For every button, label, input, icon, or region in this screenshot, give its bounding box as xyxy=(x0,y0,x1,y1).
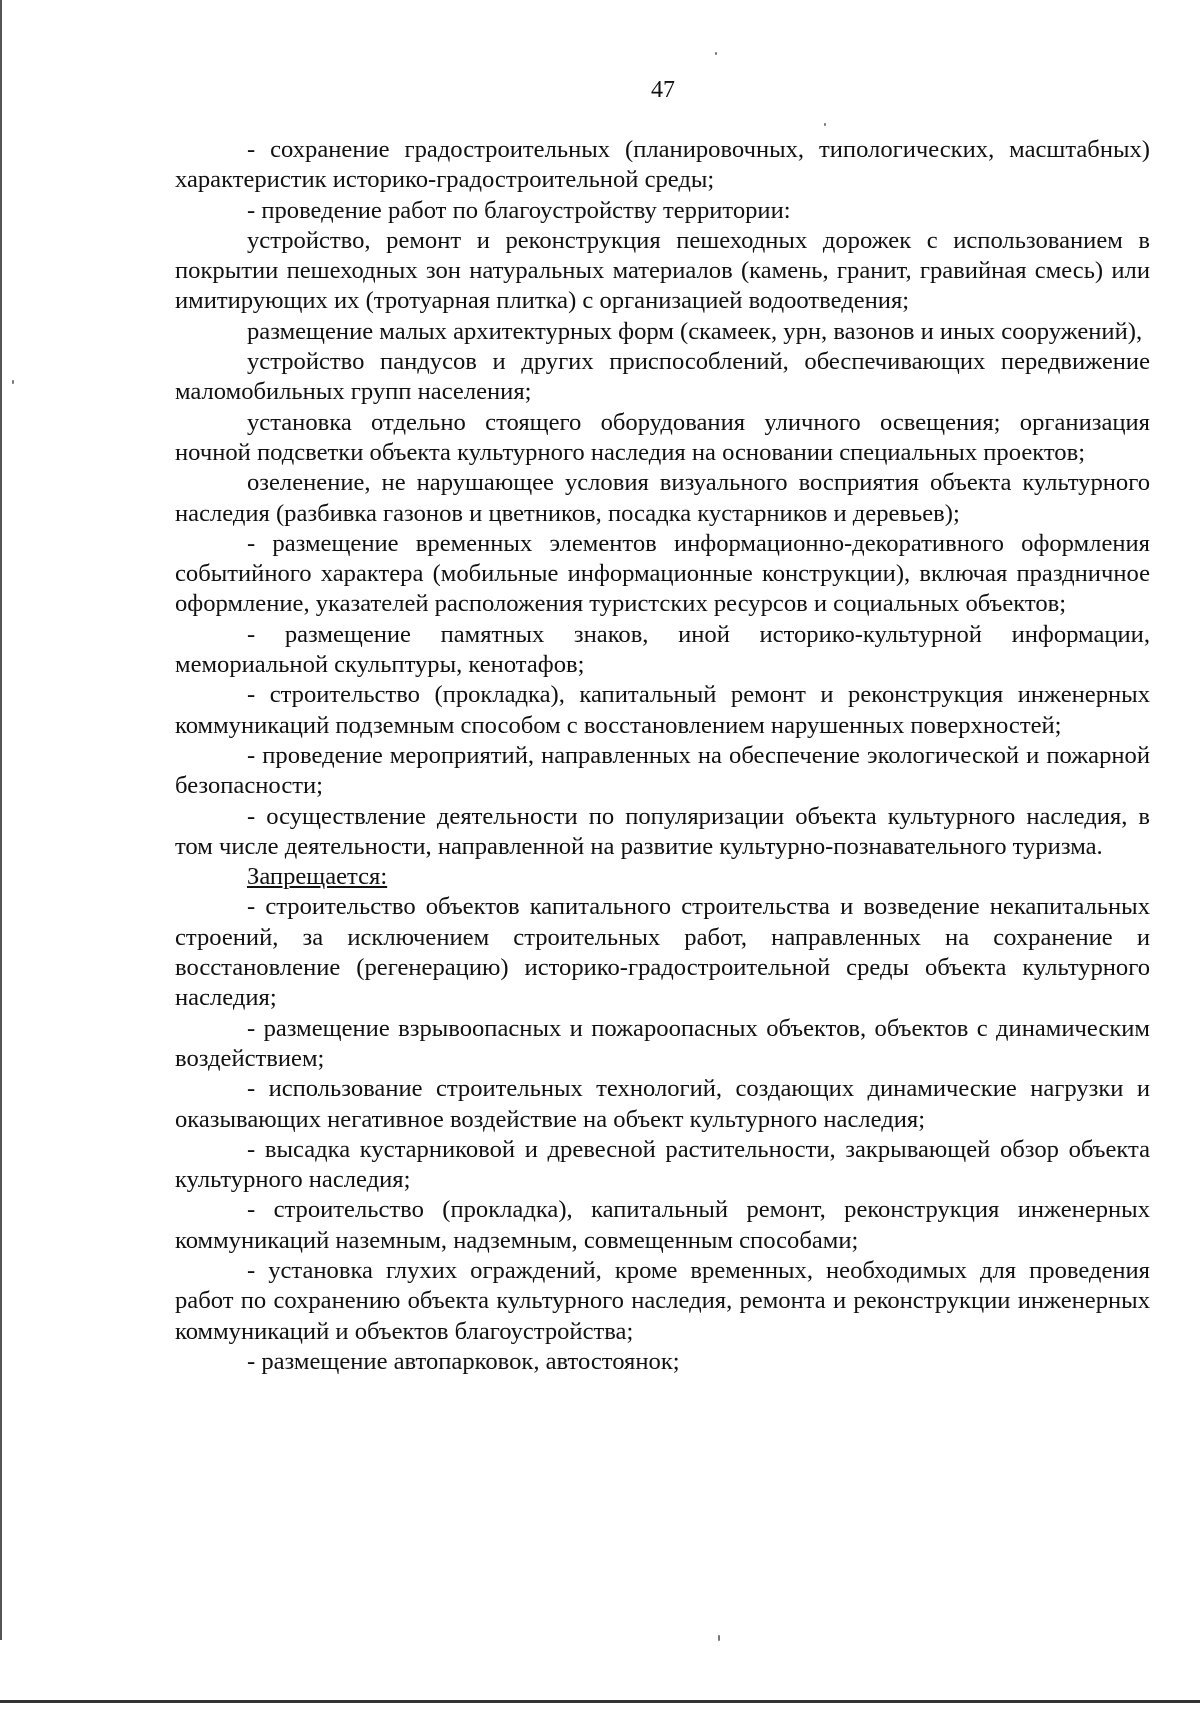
prohibited-item: - строительство (прокладка), капитальный ремонт, реконструкция инженерных коммуникаций наземным, надземным, совмещенным способами; xyxy=(175,1196,1150,1254)
paragraph: - проведение работ по благоустройству территории: xyxy=(247,196,791,224)
prohibited-item: - использование строительных технологий, создающих динамические нагрузки и оказывающих негативное воздействие на объект культурного наследия; xyxy=(175,1075,1150,1133)
prohibited-heading xyxy=(175,862,1150,892)
prohibited-item: - строительство объектов капитального строительства и возведение некапитальных строений, за исключением строительных работ, направленных на сохранение и восстановление (регенерацию) историко-градостроительной среды объекта культурного наследия; xyxy=(175,893,1150,1012)
scan-speck xyxy=(824,123,826,126)
prohibited-item: - высадка кустарниковой и древесной растительности, закрывающей обзор объекта культурного наследия; xyxy=(175,1135,1150,1194)
paragraph: - размещение временных элементов информационно-декоративного оформления событийного характера (мобильные информационные конструкции), включая праздничное оформление, указателей расположения туристских ресурсов и социальных объектов; xyxy=(175,529,1150,618)
paragraph: - сохранение градостроительных (планировочных, типологических, масштабных) характеристик историко-градостроительной среды; xyxy=(175,136,1150,194)
prohibited-heading-text: Запрещается: xyxy=(247,863,388,891)
scan-speck xyxy=(12,380,14,384)
prohibited-item: - размещение автопарковок, автостоянок; xyxy=(247,1347,680,1375)
scan-speck xyxy=(715,52,717,55)
paragraph: - осуществление деятельности по популяризации объекта культурного наследия, в том числе деятельности, направленной на развитие культурно-познавательного туризма. xyxy=(175,802,1150,860)
scan-left-edge xyxy=(0,0,2,1640)
prohibited-item: - размещение взрывоопасных и пожароопасных объектов, объектов с динамическим воздействием; xyxy=(175,1014,1150,1072)
paragraph: - строительство (прокладка), капитальный ремонт и реконструкция инженерных коммуникаций подземным способом с восстановлением нарушенных поверхностей; xyxy=(175,681,1150,739)
prohibited-item: - установка глухих ограждений, кроме временных, необходимых для проведения работ по сохранению объекта культурного наследия, ремонта и реконструкции инженерных коммуникаций и объектов благоустройства; xyxy=(175,1256,1150,1345)
paragraph: озеленение, не нарушающее условия визуального восприятия объекта культурного наследия (разбивка газонов и цветников, посадка кустарников и деревьев); xyxy=(175,469,1150,527)
paragraph: устройство пандусов и других приспособлений, обеспечивающих передвижение маломобильных групп населения; xyxy=(175,348,1150,406)
document-body xyxy=(175,135,1150,1377)
paragraph: установка отдельно стоящего оборудования уличного освещения; организация ночной подсветки объекта культурного наследия на основании специальных проектов; xyxy=(175,408,1150,466)
page-number: 47 xyxy=(651,77,675,103)
paragraph: - проведение мероприятий, направленных на обеспечение экологической и пожарной безопасности; xyxy=(175,741,1150,800)
scan-bottom-edge xyxy=(0,1700,1200,1703)
scan-speck xyxy=(718,1635,720,1641)
paragraph: размещение малых архитектурных форм (скамеек, урн, вазонов и иных сооружений), xyxy=(247,317,1143,345)
paragraph: устройство, ремонт и реконструкция пешеходных дорожек с использованием в покрытии пешеходных зон натуральных материалов (камень, гранит, гравийная смесь) или имитирующих их (тротуарная плитка) с организацией водоотведения; xyxy=(175,226,1150,315)
paragraph: - размещение памятных знаков, иной историко-культурной информации, мемориальной скульптуры, кенотафов; xyxy=(175,620,1150,679)
